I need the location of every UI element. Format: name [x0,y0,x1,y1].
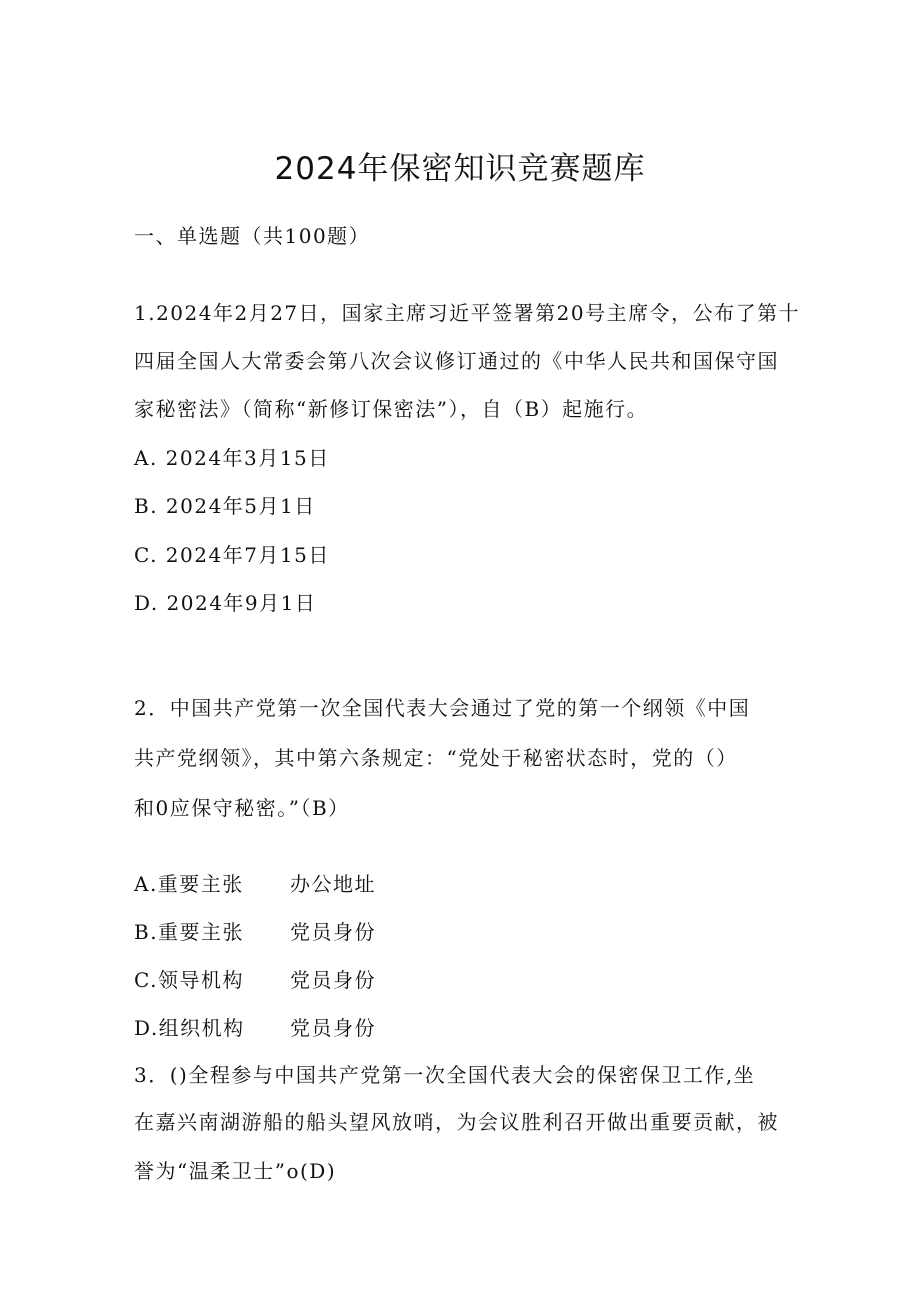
option-second-part: 党员身份 [290,1016,376,1040]
option-second-part: 办公地址 [290,872,376,896]
option-first-part: A.重要主张 [134,872,244,896]
question-3-text-line: 3．()全程参与中国共产党第一次全国代表大会的保密保卫工作,坐 [134,1063,756,1087]
option-second-part: 党员身份 [290,968,376,992]
option-first-part: C.领导机构 [134,968,244,992]
question-3-text-line: 誉为“温柔卫士”o(D) [134,1159,337,1183]
question-1-text-line: 家秘密法》（简称“新修订保密法”），自（B）起施行。 [134,397,649,421]
document-title: 2024年保密知识竞赛题库 [274,151,646,187]
question-1-text-line: 1.2024年2月27日，国家主席习近平签署第20号主席令，公布了第十 [134,301,801,325]
question-1-option-b: B. 2024年5月1日 [134,494,316,518]
question-2-option-b [134,918,376,946]
question-2-text-line: 2．中国共产党第一次全国代表大会通过了党的第一个纲领《中国 [134,696,751,720]
question-2-option-d [134,1014,376,1042]
question-1-option-c: C. 2024年7月15日 [134,543,330,567]
question-2-text-line: 共产党纲领》，其中第六条规定：“党处于秘密状态时，党的（） [134,746,738,770]
question-2-option-c [134,966,376,994]
question-2-text-line: 和0应保守秘密。”（B） [134,796,350,820]
question-1-option-a: A. 2024年3月15日 [134,446,330,470]
question-1-text-line: 四届全国人大常委会第八次会议修订通过的《中华人民共和国保守国 [134,349,779,373]
option-second-part: 党员身份 [290,920,376,944]
question-3-text-line: 在嘉兴南湖游船的船头望风放哨，为会议胜利召开做出重要贡献，被 [134,1110,779,1134]
question-1-option-d: D. 2024年9月1日 [134,591,317,615]
question-2-option-a [134,870,376,898]
section-heading: 一、单选题（共100题） [134,224,371,248]
option-first-part: D.组织机构 [134,1016,245,1040]
option-first-part: B.重要主张 [134,920,245,944]
